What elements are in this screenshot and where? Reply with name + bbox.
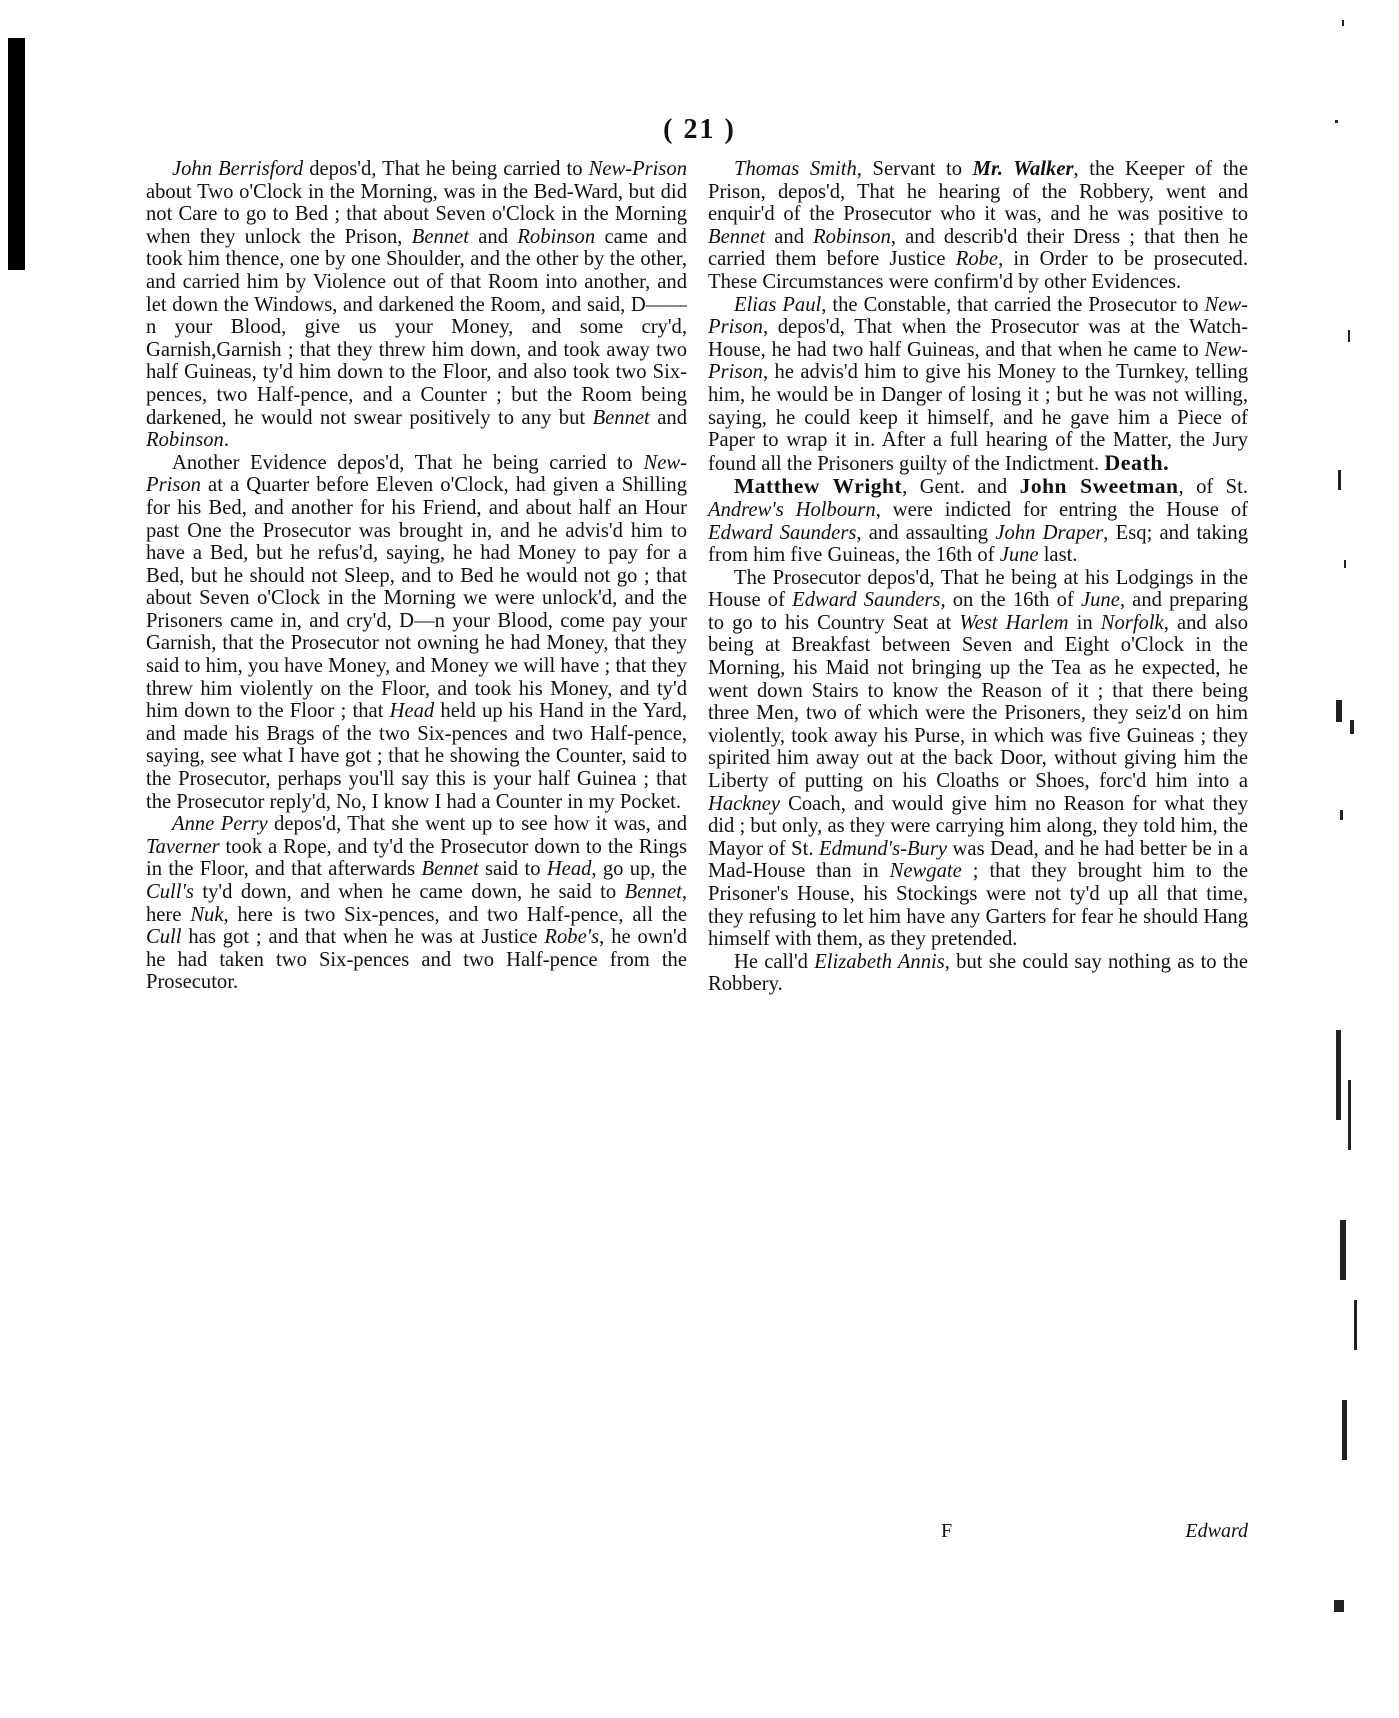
scan-speck <box>1348 1080 1351 1150</box>
signature-mark: F <box>941 1520 953 1542</box>
scan-speck <box>1354 1300 1357 1350</box>
paragraph-anne-perry: Anne Perry depos'd, That she went up to see how it was, and Taverner took a Rope, and ty'd the Prosecutor down to the Rings in the Floor, and that afterwards Bennet said to Head, go up, the Cull's ty'd down, and when he came down, he said to Bennet, here Nuk, here is two Six-pences, and two Half-pence, all the Cull has got ; and that when he was at Justice Robe's, he own'd he had taken two Six-pences and two Half-pence from the Prosecutor. <box>146 813 688 994</box>
scan-margin-noise <box>1330 0 1399 1718</box>
paragraph-elizabeth-annis: He call'd Elizabeth Annis, but she could say nothing as to the Robbery. <box>708 950 1248 996</box>
page-number: ( 21 ) <box>663 114 736 145</box>
scan-speck <box>1342 1400 1347 1460</box>
paragraph-elias-paul: Elias Paul, the Constable, that carried the Prosecutor to New-Prison, depos'd, That when the Prosecutor was at the Watch-House, he had two half Guineas, and that when he came to New-Prison, he advis'd him to give his Money to the Turnkey, telling him, he would be in Danger of losing it ; but he was not willing, saying, he could keep it himself, and he gave him a Piece of Paper to wrap it in. After a full hearing of the Matter, the Jury found all the Prisoners guilty of the Indictment. Death. <box>708 293 1248 475</box>
left-column <box>146 158 687 994</box>
paragraph-indictment: Matthew Wright, Gent. and John Sweetman, of St. Andrew's Holbourn, were indicted for entring the House of Edward Saunders, and assaulting John Draper, Esq; and taking from him five Guineas, the 16th of June last. <box>708 474 1249 567</box>
paragraph-berrisford: John Berrisford depos'd, That he being carried to New-Prison about Two o'Clock in the Morning, was in the Bed-Ward, but did not Care to go to Bed ; that about Seven o'Clock in the Morning when they unlock the Prison, Bennet and Robinson came and took him thence, one by one Shoulder, and the other by the other, and carried him by Violence out of that Room into another, and let down the Windows, and darkened the Room, and said, D——n your Blood, give us your Money, and some cry'd, Garnish,Garnish ; that they threw him down, and took away two half Guineas, ty'd him down to the Floor, and also took two Six-pences, two Half-pence, and a Counter ; but the Room being darkened, he would not swear positively to any but Bennet and Robinson. <box>146 158 687 452</box>
scan-speck <box>1348 330 1350 342</box>
scan-speck <box>1350 720 1354 734</box>
catchword: Edward <box>1185 1520 1248 1542</box>
scan-speck <box>1340 810 1343 820</box>
scan-speck <box>1344 560 1346 568</box>
scan-edge-bar <box>8 38 25 270</box>
scan-speck <box>1342 20 1344 26</box>
scan-speck <box>1340 1220 1346 1280</box>
scan-speck <box>1336 1030 1341 1120</box>
verdict-death: Death. <box>1104 449 1170 475</box>
scan-speck <box>1338 470 1341 490</box>
scan-speck <box>1334 1600 1344 1612</box>
paragraph-another-evidence: Another Evidence depos'd, That he being carried to New-Prison at a Quarter before Eleven o'Clock, had given a Shilling for his Bed, and another for his Friend, and about half an Hour past One the Prosecutor was brought in, and he advis'd him to have a Bed, but he refus'd, saying, he had Money to pay for a Bed, but he should not Sleep, and to Bed he would not go ; that about Seven o'Clock in the Morning we were unlock'd, and the Prisoners came in, and cry'd, D—n your Blood, come pay your Garnish, that the Prosecutor not owning he had Money, that they said to him, you have Money, and Money we will have ; that they threw him violently on the Floor, and took his Money, and ty'd him down to the Floor ; that Head held up his Hand in the Yard, and made his Brags of the two Six-pences and two Half-pence, saying, see what I have got ; that he showing the Counter, said to the Prosecutor, perhaps you'll say this is your half Guinea ; that the Prosecutor reply'd, No, I know I had a Counter in my Pocket. <box>146 451 687 813</box>
right-column <box>708 158 1248 996</box>
scan-speck <box>1336 700 1342 722</box>
scan-speck <box>1335 120 1338 123</box>
page-footer <box>708 1520 1248 1546</box>
paragraph-thomas-smith: Thomas Smith, Servant to Mr. Walker, the Keeper of the Prison, depos'd, That he hearing of the Robbery, went and enquir'd of the Prosecutor who it was, and he was positive to Bennet and Robinson, and describ'd their Dress ; that then he carried them before Justice Robe, in Order to be prosecuted. These Circumstances were confirm'd by other Evidences. <box>708 158 1248 293</box>
paragraph-prosecutor: The Prosecutor depos'd, That he being at his Lodgings in the House of Edward Saunders, on the 16th of June, and preparing to go to his Country Seat at West Harlem in Norfolk, and also being at Breakfast between Seven and Eight o'Clock in the Morning, his Maid not bringing up the Tea as he expected, he went down Stairs to know the Reason of it ; that there being three Men, two of which were the Prisoners, they seiz'd on him violently, took away his Purse, in which was five Guineas ; they spirited him away out at the back Door, without giving him the Liberty of putting on his Cloaths or Shoes, forc'd him into a Hackney Coach, and would give him no Reason for what they did ; but only, as they were carrying him along, they told him, the Mayor of St. Edmund's-Bury was Dead, and he had better be in a Mad-House than in Newgate ; that they brought him to the Prisoner's House, his Stockings were not ty'd up all that time, they refusing to let him have any Garters for fear he should Hang himself with them, as they pretended. <box>708 566 1248 951</box>
